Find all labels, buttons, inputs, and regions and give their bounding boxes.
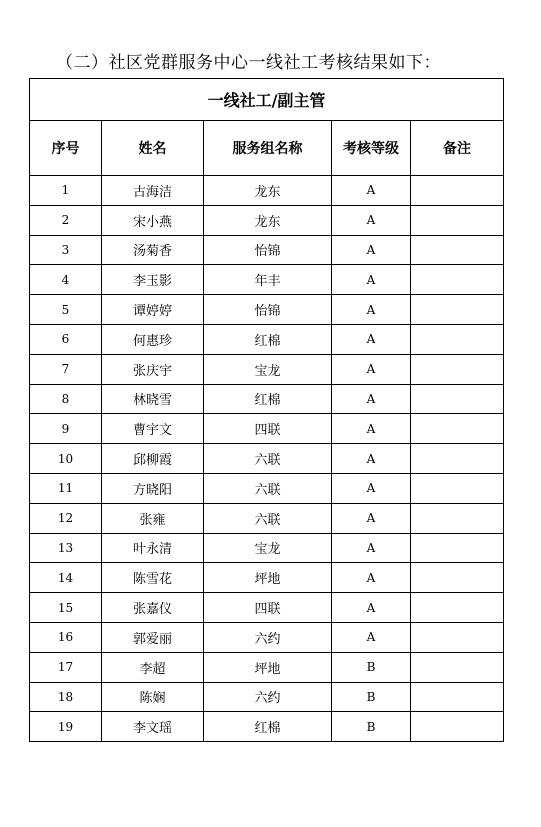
cell-grade: A — [332, 414, 411, 444]
cell-grade: A — [332, 295, 411, 325]
cell-note — [411, 176, 504, 206]
table-row — [30, 682, 504, 712]
cell-index: 2 — [30, 205, 102, 235]
column-header-note: 备注 — [411, 121, 504, 176]
cell-index: 13 — [30, 533, 102, 563]
cell-note — [411, 533, 504, 563]
table-row — [30, 712, 504, 742]
cell-group: 怡锦 — [204, 295, 332, 325]
assessment-results-table — [29, 78, 504, 742]
cell-name: 方晓阳 — [102, 473, 204, 503]
cell-note — [411, 205, 504, 235]
cell-name: 郭爱丽 — [102, 622, 204, 652]
cell-grade: A — [332, 563, 411, 593]
table-row — [30, 444, 504, 474]
cell-note — [411, 384, 504, 414]
cell-name: 叶永清 — [102, 533, 204, 563]
cell-grade: B — [332, 682, 411, 712]
cell-group: 红棉 — [204, 712, 332, 742]
cell-name: 古海洁 — [102, 176, 204, 206]
table-row — [30, 354, 504, 384]
cell-index: 8 — [30, 384, 102, 414]
cell-grade: B — [332, 712, 411, 742]
cell-group: 坪地 — [204, 563, 332, 593]
cell-name: 宋小燕 — [102, 205, 204, 235]
table-header-row — [30, 121, 504, 176]
cell-index: 9 — [30, 414, 102, 444]
table-row — [30, 265, 504, 295]
cell-name: 曹宇文 — [102, 414, 204, 444]
cell-index: 14 — [30, 563, 102, 593]
table-row — [30, 563, 504, 593]
cell-name: 李玉影 — [102, 265, 204, 295]
table-row — [30, 533, 504, 563]
cell-group: 龙东 — [204, 176, 332, 206]
cell-grade: A — [332, 503, 411, 533]
cell-index: 10 — [30, 444, 102, 474]
cell-name: 汤菊香 — [102, 235, 204, 265]
cell-name: 张雍 — [102, 503, 204, 533]
cell-index: 5 — [30, 295, 102, 325]
cell-grade: A — [332, 622, 411, 652]
cell-grade: A — [332, 533, 411, 563]
cell-index: 11 — [30, 473, 102, 503]
cell-grade: A — [332, 593, 411, 623]
cell-index: 15 — [30, 593, 102, 623]
column-header-grade: 考核等级 — [332, 121, 411, 176]
cell-index: 6 — [30, 324, 102, 354]
section-heading: （二）社区党群服务中心一线社工考核结果如下： — [56, 53, 441, 73]
cell-note — [411, 652, 504, 682]
cell-note — [411, 593, 504, 623]
cell-grade: A — [332, 235, 411, 265]
cell-grade: A — [332, 265, 411, 295]
cell-name: 陈娴 — [102, 682, 204, 712]
cell-grade: A — [332, 444, 411, 474]
column-header-index: 序号 — [30, 121, 102, 176]
cell-name: 李文瑶 — [102, 712, 204, 742]
cell-note — [411, 265, 504, 295]
table-row — [30, 324, 504, 354]
cell-grade: A — [332, 354, 411, 384]
cell-note — [411, 295, 504, 325]
table-body — [30, 176, 504, 742]
cell-note — [411, 503, 504, 533]
cell-note — [411, 712, 504, 742]
cell-group: 红棉 — [204, 384, 332, 414]
cell-name: 陈雪花 — [102, 563, 204, 593]
cell-note — [411, 324, 504, 354]
cell-name: 张庆宇 — [102, 354, 204, 384]
cell-note — [411, 235, 504, 265]
cell-index: 4 — [30, 265, 102, 295]
table-row — [30, 235, 504, 265]
cell-note — [411, 414, 504, 444]
cell-group: 宝龙 — [204, 354, 332, 384]
table-row — [30, 652, 504, 682]
table-row — [30, 593, 504, 623]
cell-index: 1 — [30, 176, 102, 206]
cell-grade: B — [332, 652, 411, 682]
cell-grade: A — [332, 205, 411, 235]
table-title-row — [30, 79, 504, 121]
cell-note — [411, 354, 504, 384]
cell-index: 16 — [30, 622, 102, 652]
table-row — [30, 176, 504, 206]
column-header-group: 服务组名称 — [204, 121, 332, 176]
cell-name: 何惠珍 — [102, 324, 204, 354]
cell-grade: A — [332, 176, 411, 206]
cell-index: 17 — [30, 652, 102, 682]
cell-grade: A — [332, 324, 411, 354]
cell-group: 年丰 — [204, 265, 332, 295]
column-header-name: 姓名 — [102, 121, 204, 176]
cell-name: 林晓雪 — [102, 384, 204, 414]
cell-name: 谭婷婷 — [102, 295, 204, 325]
cell-group: 龙东 — [204, 205, 332, 235]
cell-note — [411, 622, 504, 652]
cell-index: 19 — [30, 712, 102, 742]
cell-index: 7 — [30, 354, 102, 384]
cell-note — [411, 563, 504, 593]
table-row — [30, 384, 504, 414]
cell-index: 3 — [30, 235, 102, 265]
table-row — [30, 503, 504, 533]
cell-group: 六联 — [204, 473, 332, 503]
cell-group: 四联 — [204, 593, 332, 623]
table-row — [30, 205, 504, 235]
cell-note — [411, 444, 504, 474]
cell-note — [411, 473, 504, 503]
cell-group: 红棉 — [204, 324, 332, 354]
cell-name: 李超 — [102, 652, 204, 682]
table-row — [30, 622, 504, 652]
table-row — [30, 295, 504, 325]
table-title: 一线社工/副主管 — [30, 79, 504, 121]
cell-group: 六联 — [204, 503, 332, 533]
cell-group: 六约 — [204, 622, 332, 652]
cell-grade: A — [332, 473, 411, 503]
cell-group: 坪地 — [204, 652, 332, 682]
cell-group: 怡锦 — [204, 235, 332, 265]
table-row — [30, 414, 504, 444]
cell-group: 六约 — [204, 682, 332, 712]
cell-note — [411, 682, 504, 712]
cell-index: 12 — [30, 503, 102, 533]
cell-name: 张嘉仪 — [102, 593, 204, 623]
cell-index: 18 — [30, 682, 102, 712]
cell-grade: A — [332, 384, 411, 414]
table-row — [30, 473, 504, 503]
cell-group: 宝龙 — [204, 533, 332, 563]
cell-group: 六联 — [204, 444, 332, 474]
cell-name: 邱柳霞 — [102, 444, 204, 474]
cell-group: 四联 — [204, 414, 332, 444]
